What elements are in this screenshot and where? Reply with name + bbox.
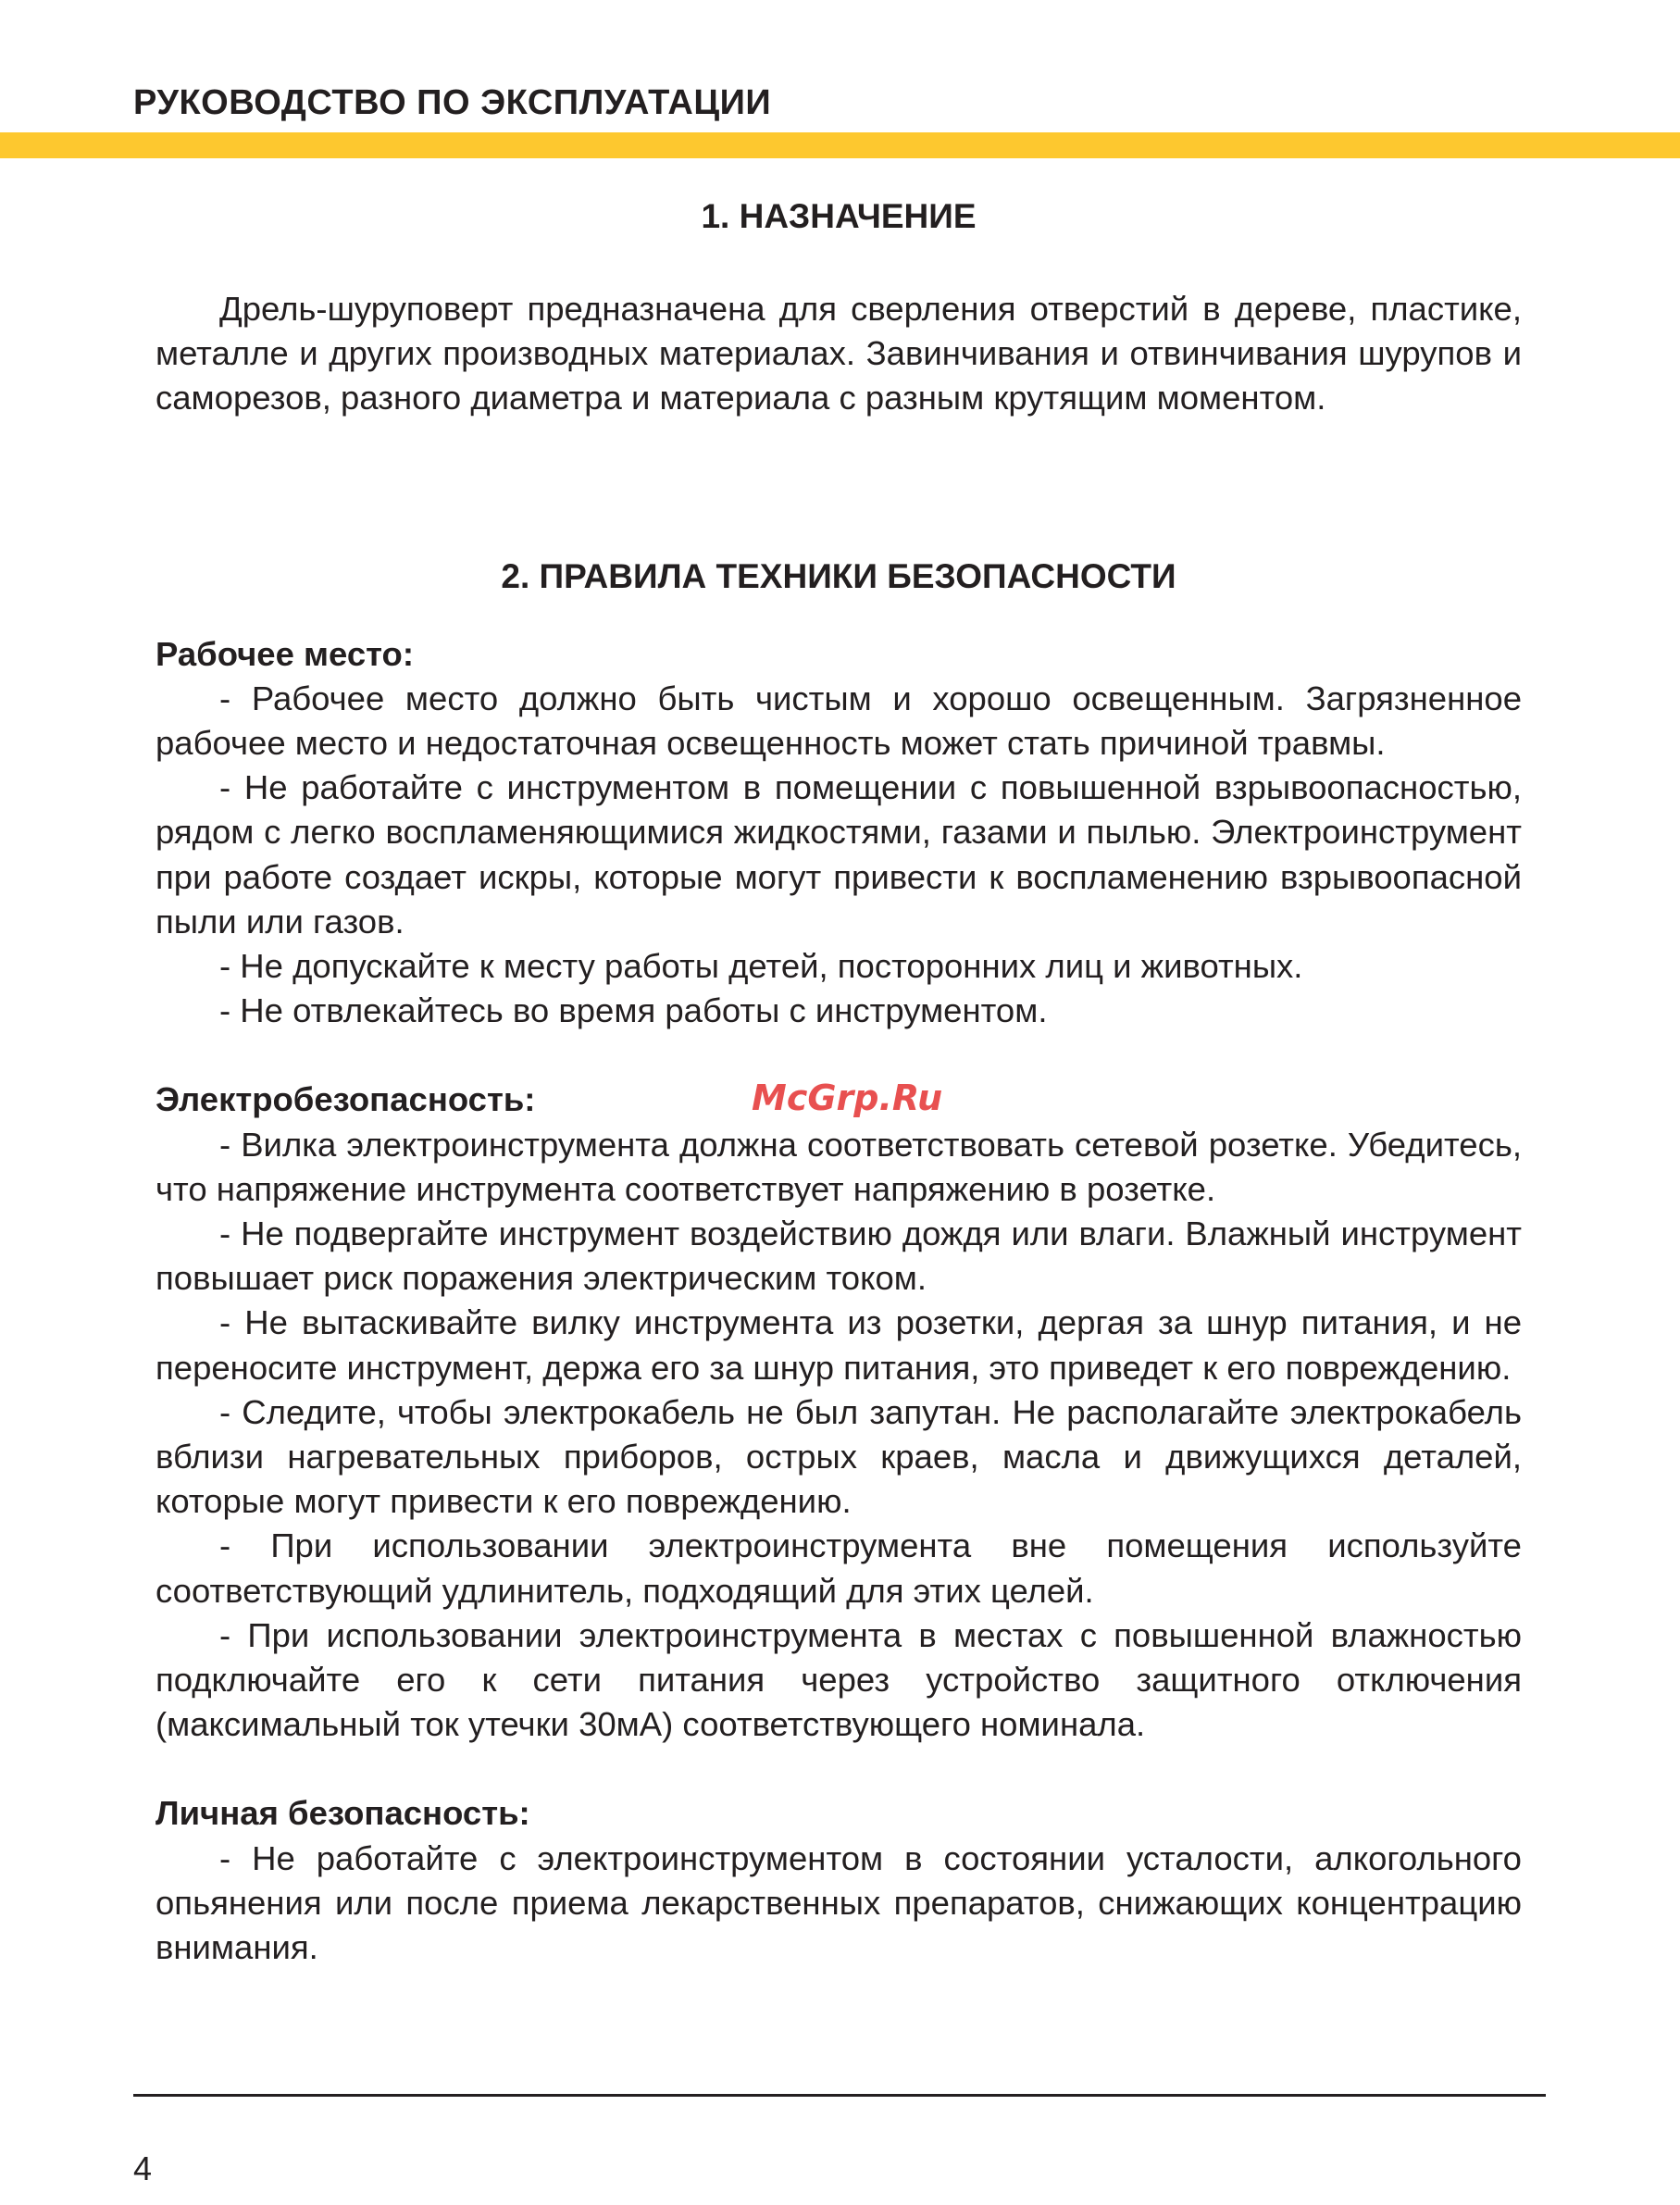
- workplace-item-3: - Не допускайте к месту работы детей, посторонних лиц и животных.: [219, 947, 1303, 986]
- page-header-accent-bar: [0, 132, 1680, 158]
- personal-item-1: - Не работайте с электроинструментом в состоянии усталости, алкогольного опьянения или после приема лекарственных препаратов, снижающих концентрацию внимания.: [156, 1838, 1522, 1967]
- page-header-title: РУКОВОДСТВО ПО ЭКСПЛУАТАЦИИ: [133, 83, 772, 122]
- electrical-item-4: - Следите, чтобы электрокабель не был запутан. Не располагайте электрокабель вблизи нагревательных приборов, острых краев, масла и движущихся деталей, которые могут привести к его повреждению.: [156, 1392, 1522, 1521]
- subsection-workplace: [156, 632, 1522, 1034]
- workplace-item-2: - Не работайте с инструментом в помещении с повышенной взрывоопасностью, рядом с легко воспламеняющимися жидкостями, газами и пылью. Электроинструмент при работе создает искры, которые могут привести к воспламенению взрывоопасной пыли или газов.: [156, 768, 1522, 941]
- electrical-item-2: - Не подвергайте инструмент воздействию дождя или влаги. Влажный инструмент повышает риск поражения электрическим током.: [156, 1215, 1522, 1298]
- workplace-item-1: - Рабочее место должно быть чистым и хорошо освещенным. Загрязненное рабочее место и недостаточная освещенность может стать причиной травмы.: [156, 679, 1522, 763]
- watermark-text: McGrp.Ru: [752, 1078, 943, 1118]
- subsection-title-electrical-safety: Электробезопасность:: [156, 1080, 536, 1119]
- electrical-item-1: - Вилка электроинструмента должна соответствовать сетевой розетке. Убедитесь, что напряжение инструмента соответствует напряжению в розетке.: [156, 1125, 1522, 1208]
- subsection-personal-safety: [156, 1791, 1522, 1970]
- electrical-item-5: - При использовании электроинструмента вне помещения используйте соответствующий удлинитель, подходящий для этих целей.: [156, 1526, 1522, 1610]
- electrical-item-6: - При использовании электроинструмента в местах с повышенной влажностью подключайте его к сети питания через устройство защитного отключения (максимальный ток утечки 30мА) соответствующего номинала.: [156, 1615, 1522, 1744]
- footer-divider: [133, 2094, 1546, 2097]
- page-number: 4: [133, 2149, 153, 2187]
- subsection-title-personal-safety: Личная безопасность:: [156, 1794, 530, 1833]
- section-heading-safety: 2. ПРАВИЛА ТЕХНИКИ БЕЗОПАСНОСТИ: [501, 556, 1176, 595]
- section-heading-purpose: 1. НАЗНАЧЕНИЕ: [701, 197, 977, 235]
- subsection-title-workplace: Рабочее место:: [156, 634, 414, 673]
- workplace-item-4: - Не отвлекайтесь во время работы с инструментом.: [219, 991, 1048, 1030]
- subsection-electrical-safety: [156, 1078, 1522, 1747]
- electrical-item-3: - Не вытаскивайте вилку инструмента из розетки, дергая за шнур питания, и не переносите инструмент, держа его за шнур питания, это приведет к его повреждению.: [156, 1303, 1522, 1387]
- purpose-paragraph: Дрель-шуруповерт предназначена для сверления отверстий в дереве, пластике, металле и других производных материалах. Завинчивания и отвинчивания шурупов и саморезов, разного диаметра и материала с разным крутящим моментом.: [156, 290, 1522, 417]
